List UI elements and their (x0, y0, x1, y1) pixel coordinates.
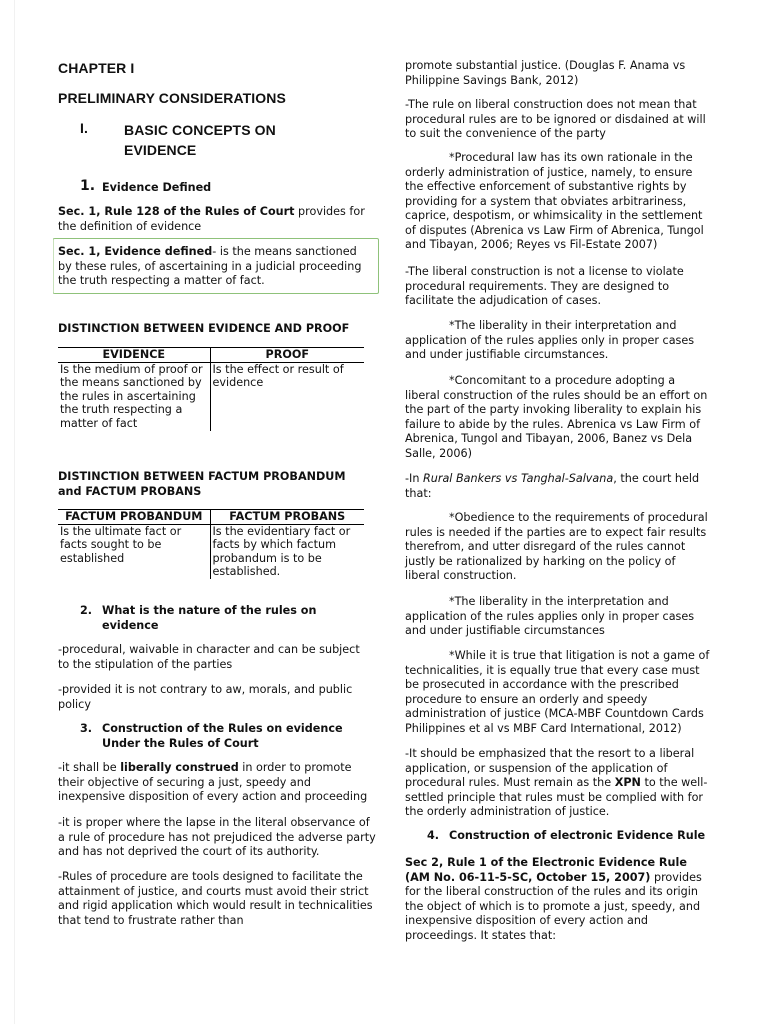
subsection2-number: 2. (80, 604, 93, 617)
table-cell-evidence: Is the medium of proof or the means sanctioned by the rules in ascertaining the truth respecting a matter of fact (60, 362, 203, 430)
subsection2-title (102, 604, 316, 633)
table-header-probans: FACTUM PROBANS (210, 510, 364, 525)
distinction2-title-line2: and FACTUM PROBANS (58, 484, 202, 498)
right-p7-case: Rural Bankers vs Tanghal-Salvana (422, 472, 614, 485)
construction-p1-end: in order to promote their objective of securing a just, speedy and inexpensive disposition of every action and proceeding (58, 761, 368, 803)
table-row (58, 524, 364, 579)
right-paragraph-11 (405, 747, 710, 820)
table-row (58, 362, 364, 430)
table-cell-probandum: Is the ultimate fact or facts sought to be established (60, 524, 182, 565)
right-paragraph-1: promote substantial justice. (Douglas F. Anama vs Philippine Savings Bank, 2012) (405, 59, 686, 87)
right-p12-bold: Sec 2, Rule 1 of the Electronic Evidence Rule (AM No. 06-11-5-SC, October 15, 2007) (405, 856, 687, 884)
construction-paragraph-3: -Rules of procedure are tools designed to facilitate the attainment of justice, and courts must avoid their strict and rigid application which would result in technicalities that tend to frustrate rather than (58, 870, 373, 927)
right-p11-end: to the well-settled principle that rules must be complied with for the orderly administration of justice. (405, 776, 708, 818)
sec1-rest: provides for the definition of evidence (58, 205, 365, 233)
right-paragraph-10: *While it is true that litigation is not a game of technicalities, it is equally true that every case must be prosecuted in accordance with the prescribed procedure to ensure an orderly and speedy administration of justice (MCA-MBF Countdown Cards Philippines et al vs MBF Card International, 2012) (405, 649, 710, 735)
right-p11-bold: XPN (614, 776, 641, 789)
right-paragraph-12 (405, 856, 713, 943)
right-paragraph-7 (405, 472, 713, 501)
right-paragraph-9: *The liberality in the interpretation and application of the rules applies only in proper cases and under justifiable circumstances (405, 595, 695, 637)
section-title (124, 120, 276, 160)
definition-bold: Sec. 1, Evidence defined (58, 245, 213, 258)
evidence-proof-table (58, 347, 364, 431)
nature-paragraph-1: -procedural, waivable in character and can be subject to the stipulation of the parties (58, 643, 360, 671)
construction-p1-start: -it shall be (58, 761, 121, 774)
right-paragraph-4: -The liberal construction is not a license to violate procedural requirements. They are designed to facilitate the adjudication of cases. (405, 265, 684, 307)
right-paragraph-6: *Concomitant to a procedure adopting a liberal construction of the rules should be an effort on the part of the party invoking liberality to explain his failure to abide by the rules. Abrenica vs Law Firm of Abrenica, Tungol and Tibayan, 2006, Banez vs Dela Salle, 2006) (405, 374, 708, 460)
right-p7-start: -In (405, 472, 423, 485)
chapter-heading: CHAPTER I (58, 60, 135, 76)
subsection1-title: Evidence Defined (102, 181, 212, 194)
distinction1-title: DISTINCTION BETWEEN EVIDENCE AND PROOF (58, 322, 350, 335)
right-p12-rest: provides for the liberal construction of the rules and its origin the object of which is to promote a just, speedy, and inexpensive disposition of every action and proceedings. It states that: (405, 870, 702, 942)
table-cell-proof: Is the effect or result of evidence (210, 362, 364, 430)
subsection3-title-line2: Under the Rules of Court (102, 736, 259, 750)
definition-text (58, 245, 364, 289)
page-edge (14, 0, 15, 1024)
preliminary-heading: PRELIMINARY CONSIDERATIONS (58, 90, 286, 106)
subsection3-title (102, 722, 343, 751)
subsection1-number: 1. (80, 178, 96, 194)
subsection4-number: 4. (427, 829, 440, 842)
subsection2-title-line1: What is the nature of the rules on (102, 604, 317, 617)
construction-paragraph-2: -it is proper where the lapse in the literal observance of a rule of procedure has not prejudiced the adverse party and has not deprived the court of its authority. (58, 816, 376, 858)
right-p11-start: -It should be emphasized that the resort to a liberal application, or suspension of the application of procedural rules. Must remain as the (405, 747, 695, 789)
table-header-row (58, 510, 364, 525)
section-number: I. (80, 120, 88, 136)
subsection3-title-line1: Construction of the Rules on evidence (102, 722, 343, 735)
table-header-proof: PROOF (210, 348, 364, 363)
section-title-line1: BASIC CONCEPTS ON (124, 122, 276, 138)
table-header-evidence: EVIDENCE (58, 348, 210, 363)
nature-paragraph-2: -provided it is not contrary to aw, morals, and public policy (58, 683, 353, 711)
definition-rest: - is the means sanctioned by these rules, of ascertaining in a judicial proceeding the truth respecting a matter of fact. (58, 245, 362, 287)
factum-table (58, 509, 364, 579)
construction-p1-bold: liberally construed (120, 761, 239, 774)
sec1-bold: Sec. 1, Rule 128 of the Rules of Court (58, 205, 295, 218)
table-header-probandum: FACTUM PROBANDUM (58, 510, 210, 525)
right-paragraph-5: *The liberality in their interpretation and application of the rules applies only in proper cases and under justifiable circumstances. (405, 319, 695, 361)
subsection3-number: 3. (80, 722, 93, 735)
table-cell-probans: Is the evidentiary fact or facts by which factum probandum is to be established. (210, 524, 364, 579)
right-paragraph-3: *Procedural law has its own rationale in the orderly administration of justice, namely, to ensure the effective enforcement of substantive rights by providing for a system that obviates arbitrariness, caprice, despotism, or whimsicality in the settlement of disputes (Abrenica vs Law Firm of Abrenica, Tungol and Tibayan, 2006; Reyes vs Fil-Estate 2007) (405, 151, 704, 251)
construction-paragraph-1 (58, 761, 374, 805)
subsection2-title-line2: evidence (102, 618, 159, 632)
table-header-row (58, 348, 364, 363)
distinction2-title (58, 470, 345, 499)
distinction2-title-line1: DISTINCTION BETWEEN FACTUM PROBANDUM (58, 470, 346, 483)
section-title-line2: EVIDENCE (124, 142, 197, 158)
sec1-paragraph (58, 205, 376, 234)
right-paragraph-8: *Obedience to the requirements of procedural rules is needed if the parties are to expect fair results therefrom, and utter disregard of the rules cannot justly be rationalized by harking on the policy of liberal construction. (405, 511, 708, 582)
subsection4-title: Construction of electronic Evidence Rule (449, 829, 706, 842)
right-p7-end: , the court held that: (405, 472, 700, 500)
right-paragraph-2: -The rule on liberal construction does not mean that procedural rules are to be ignored or disdained at will to suit the convenience of the party (405, 98, 706, 140)
